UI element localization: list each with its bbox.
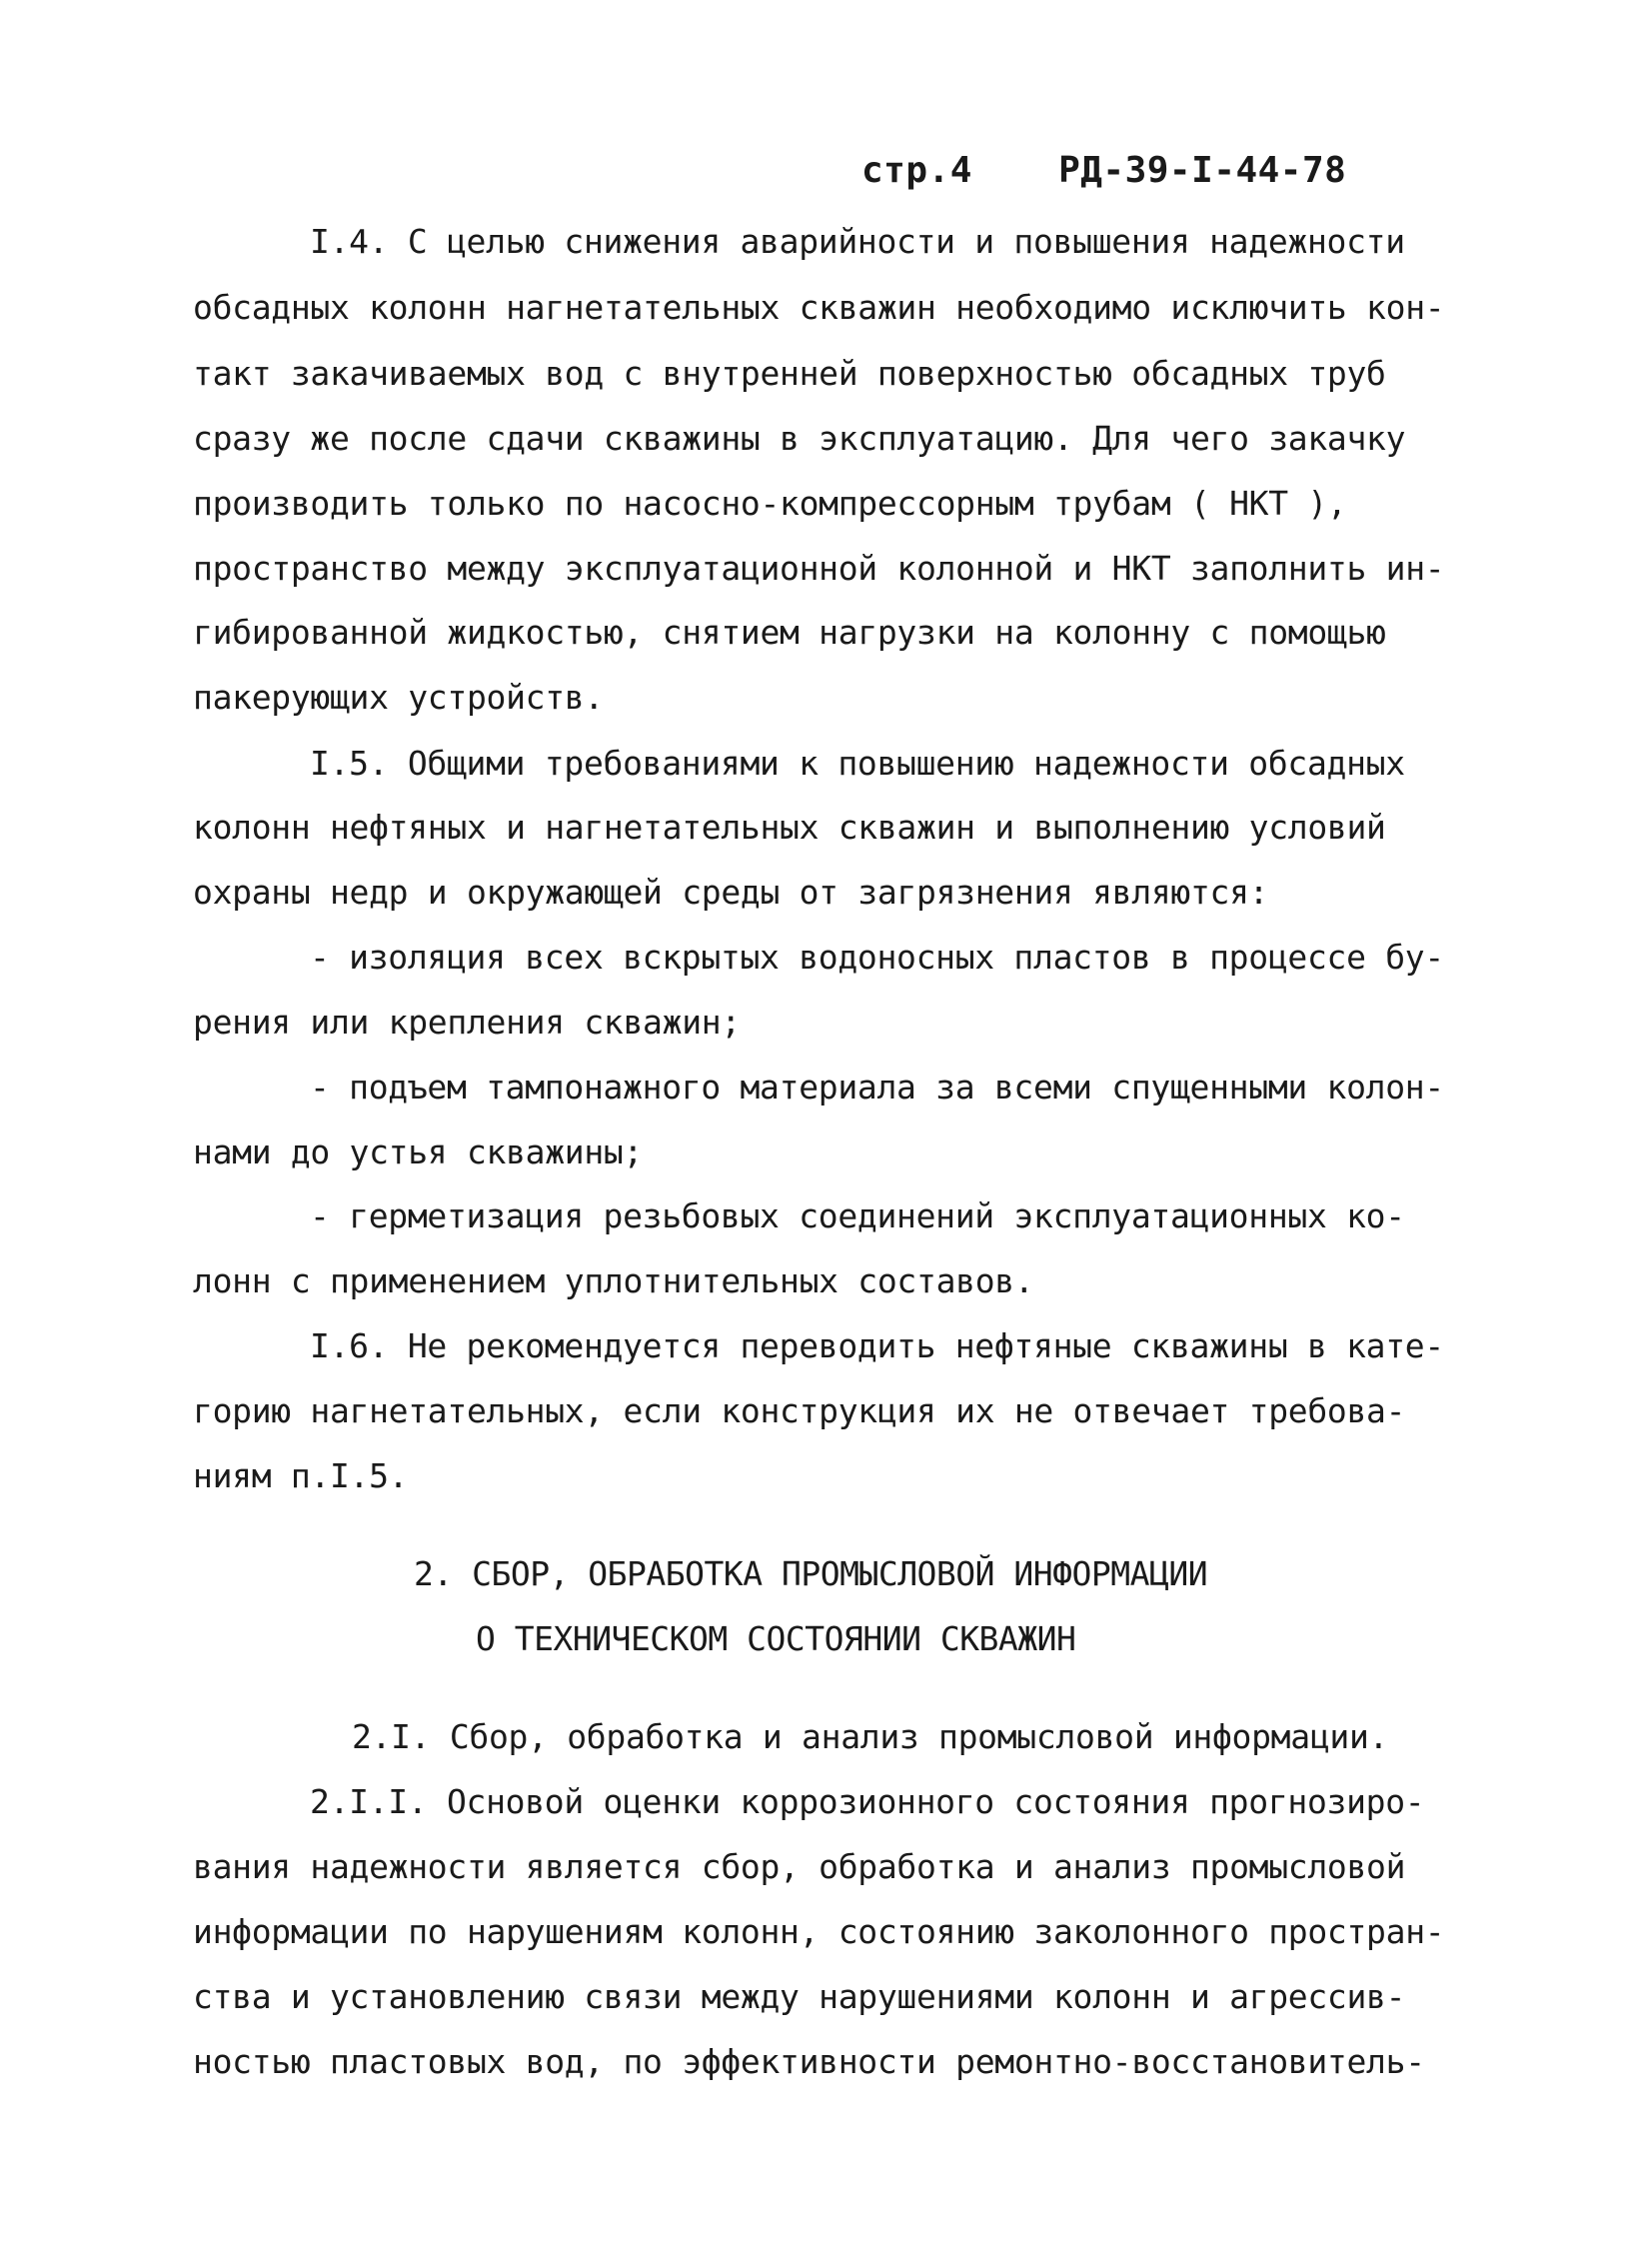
section-title: 2. СБОР, ОБРАБОТКА ПРОМЫСЛОВОЙ ИНФОРМАЦИИ <box>414 1554 1208 1593</box>
text-line: горию нагнетательных, если конструкция их не отвечает требова- <box>193 1391 1406 1430</box>
text-line: такт закачиваемых вод с внутренней поверхностью обсадных труб <box>193 354 1386 393</box>
list-item: - подъем тампонажного материала за всеми спущенными колон- <box>310 1068 1444 1107</box>
section-title: О ТЕХНИЧЕСКОМ СОСТОЯНИИ СКВАЖИН <box>476 1619 1076 1658</box>
text-line: I.4. С целью снижения аварийности и повышения надежности <box>310 222 1405 261</box>
text-line: охраны недр и окружающей среды от загрязнения являются: <box>193 873 1269 912</box>
text-line: ностью пластовых вод, по эффективности ремонтно-восстановитель- <box>193 2042 1425 2081</box>
text-line: I.6. Не рекомендуется переводить нефтяные скважины в кате- <box>310 1326 1444 1365</box>
text-line: колонн нефтяных и нагнетательных скважин и выполнению условий <box>193 808 1386 847</box>
subsection-title: 2.I. Сбор, обработка и анализ промысловой информации. <box>352 1717 1389 1756</box>
text-line: пространство между эксплуатационной колонной и НКТ заполнить ин- <box>193 549 1445 588</box>
text-line: ниям п.I.5. <box>193 1456 409 1495</box>
text-line: I.5. Общими требованиями к повышению надежности обсадных <box>310 744 1405 783</box>
text-line: лонн с применением уплотнительных составов. <box>193 1261 1034 1300</box>
page-number: стр.4 <box>861 150 972 191</box>
text-line: обсадных колонн нагнетательных скважин необходимо исключить кон- <box>193 288 1445 327</box>
text-line: 2.I.I. Основой оценки коррозионного состояния прогнозиро- <box>310 1782 1425 1821</box>
text-line: информации по нарушениям колонн, состоянию заколонного простран- <box>193 1912 1445 1951</box>
text-line: сразу же после сдачи скважины в эксплуатацию. Для чего закачку <box>193 419 1406 458</box>
list-item: - изоляция всех вскрытых водоносных пластов в процессе бу- <box>310 938 1444 977</box>
text-line: нами до устья скважины; <box>193 1132 644 1171</box>
text-line: рения или крепления скважин; <box>193 1003 741 1042</box>
text-line: пакерующих устройств. <box>193 678 604 717</box>
document-code: РД-39-I-44-78 <box>1058 150 1347 191</box>
text-line: вания надежности является сбор, обработка и анализ промысловой <box>193 1847 1406 1886</box>
text-line: гибированной жидкостью, снятием нагрузки на колонну с помощью <box>193 613 1386 652</box>
text-line: ства и установлению связи между нарушениями колонн и агрессив- <box>193 1977 1406 2016</box>
list-item: - герметизация резьбовых соединений эксплуатационных ко- <box>310 1196 1405 1235</box>
text-line: производить только по насосно-компрессорным трубам ( НКТ ), <box>193 484 1347 523</box>
page-header <box>861 150 1346 191</box>
